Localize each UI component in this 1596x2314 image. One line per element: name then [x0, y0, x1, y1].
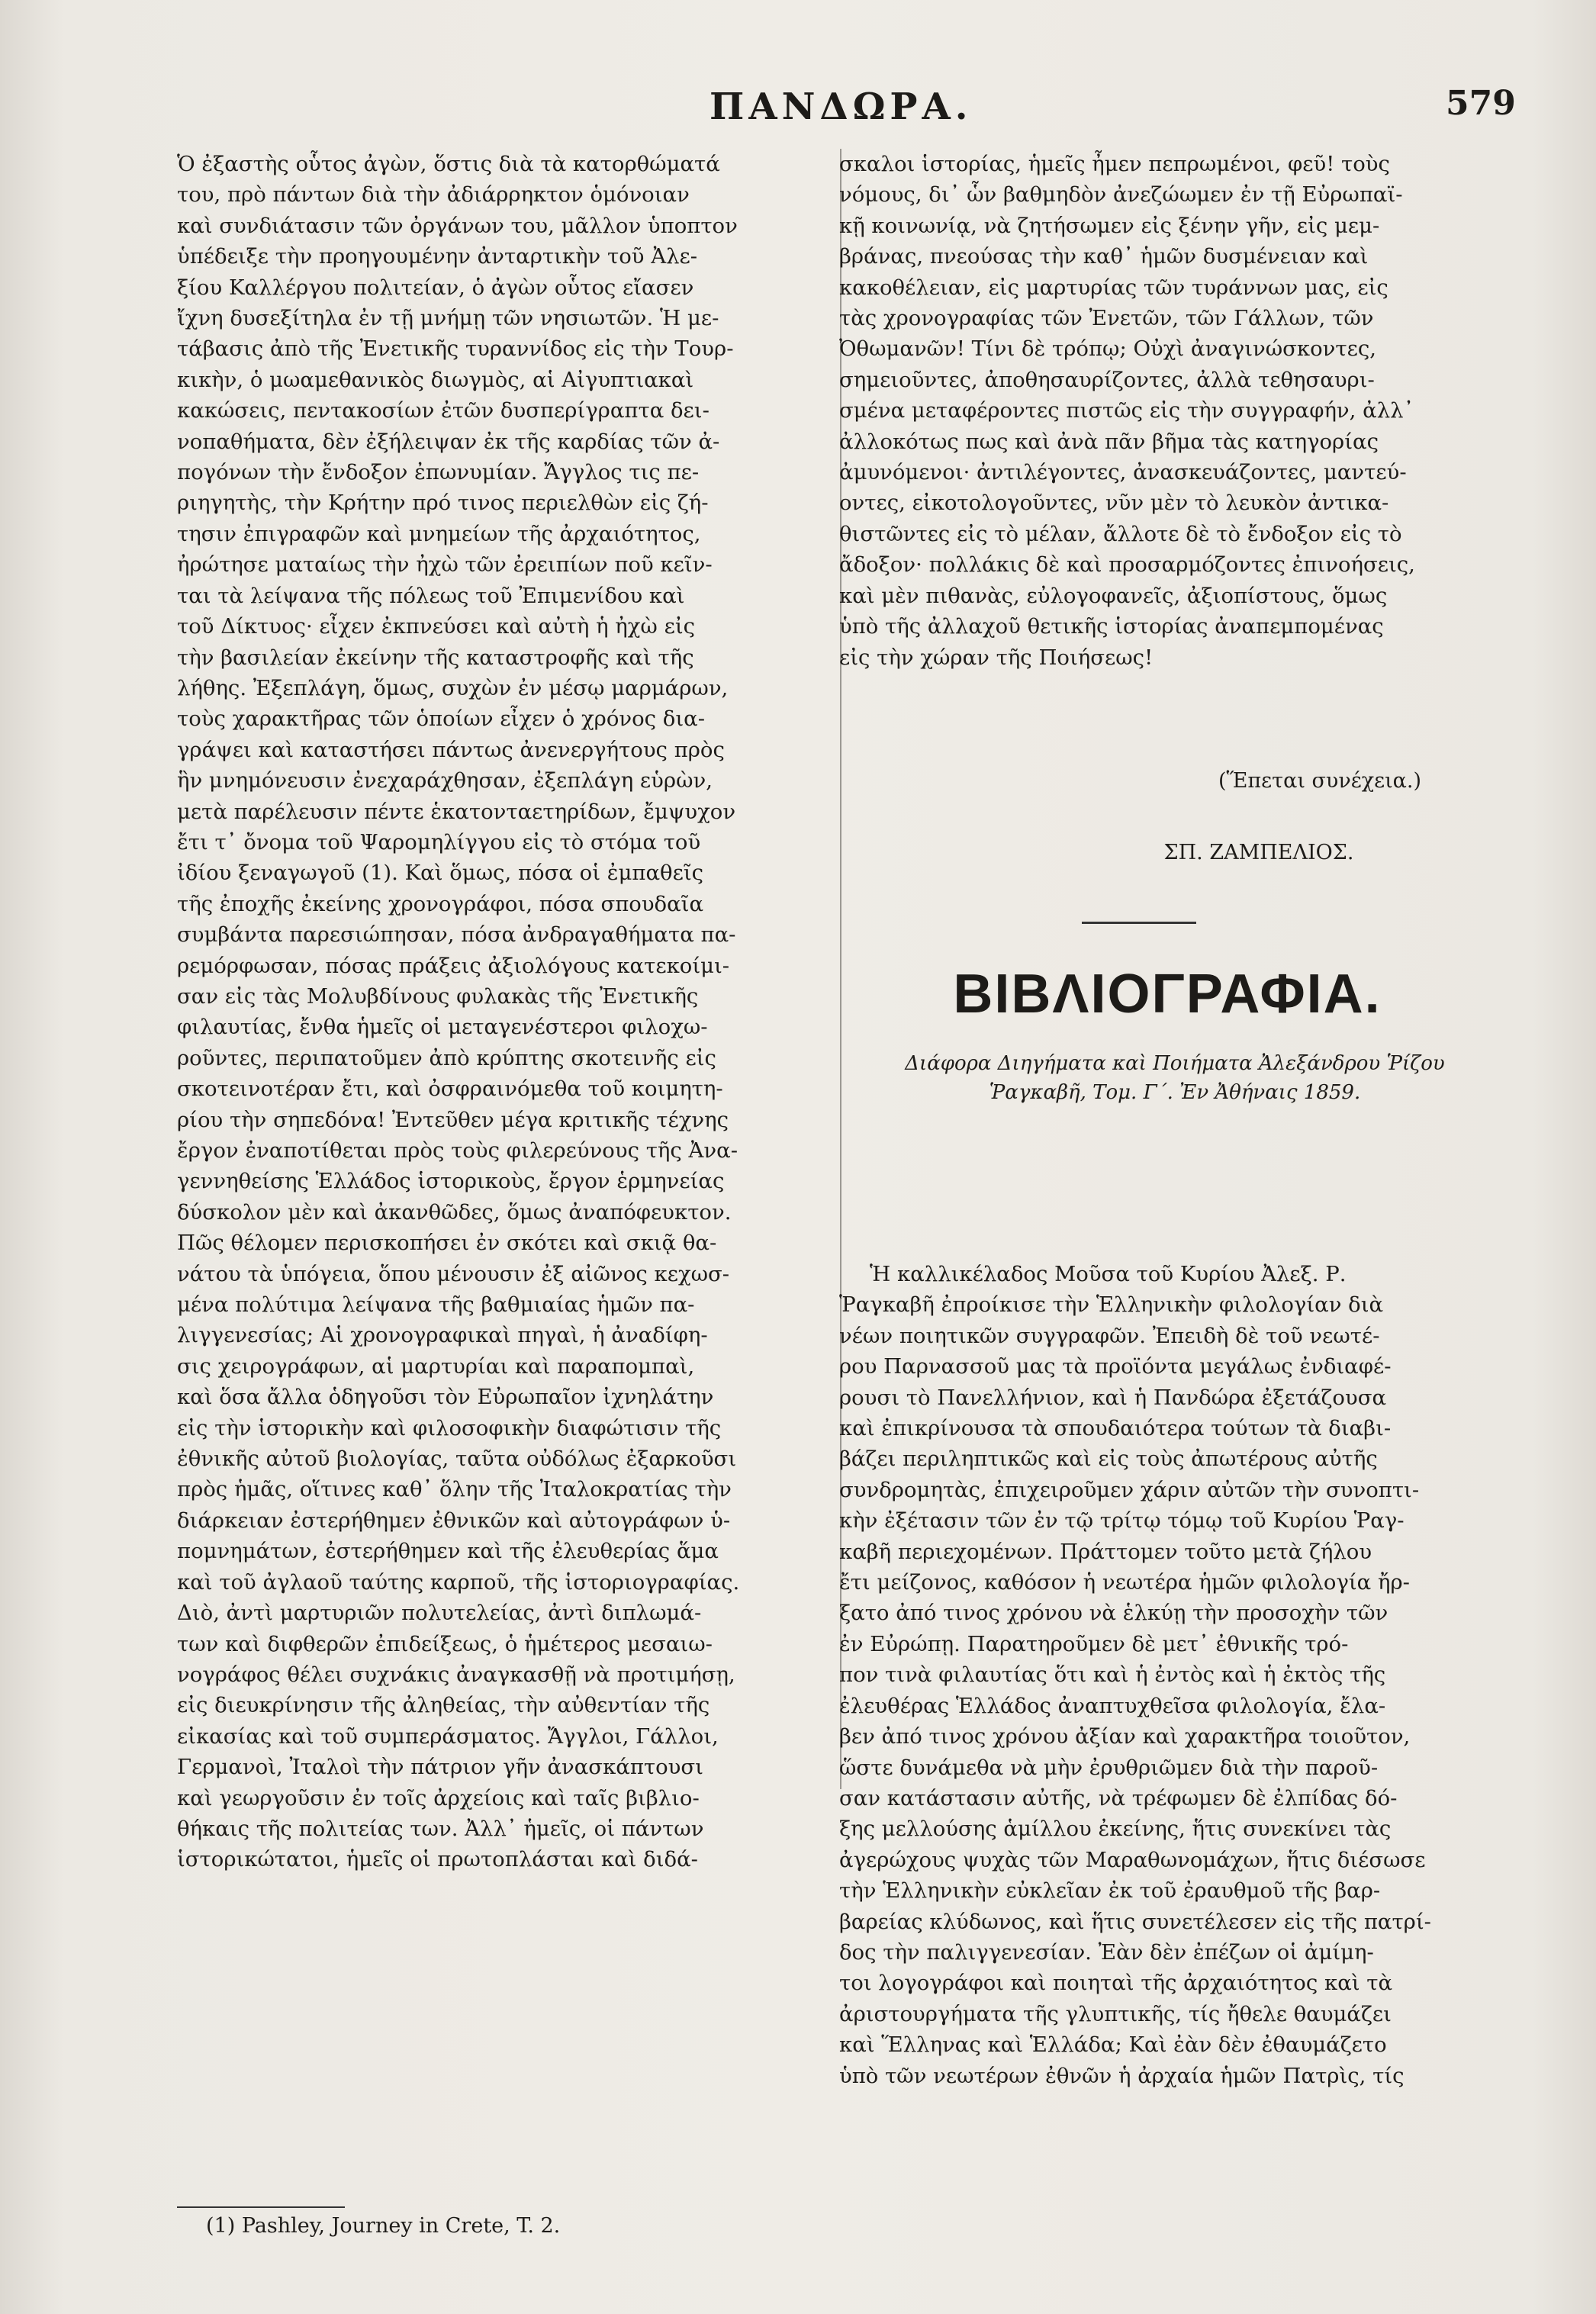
text-line: τοὺς χαρακτῆρας τῶν ὁποίων εἶχεν ὁ χρόνος δια-	[177, 706, 706, 732]
text-line: ριηγητὴς, τὴν Κρήτην πρό τινος περιελθὼν εἰς ζή-	[177, 491, 709, 516]
text-line: συμβάντα παρεσιώπησαν, πόσα ἀνδραγαθήματα πα-	[177, 922, 736, 948]
text-line: ἱστορικώτατοι, ἡμεῖς οἱ πρωτοπλάσται καὶ διδά-	[177, 1847, 698, 1872]
text-line: Ὀθωμανῶν! Τίνι δὲ τρόπῳ; Οὐχὶ ἀναγινώσκοντες,	[839, 336, 1376, 362]
text-line: συνδρομητὰς, ἐπιχειροῦμεν χάριν αὐτῶν τὴν συνοπτι-	[839, 1477, 1420, 1502]
page-number: 579	[1446, 84, 1516, 123]
text-line: δος τὴν παλιγγενεσίαν. Ἐὰν δὲν ἐπέζων οἱ ἀμίμη-	[839, 1939, 1374, 1965]
text-line: Ὁ ἐξαστὴς οὗτος ἀγὼν, ὅστις διὰ τὰ κατορθώματά	[177, 152, 720, 176]
text-line: οντες, εἰκοτολογοῦντες, νῦν μὲν τὸ λευκὸν ἀντικα-	[839, 491, 1389, 516]
text-line: Ῥαγκαβῆ ἐπροίκισε τὴν Ἑλληνικὴν φιλολογίαν διὰ	[839, 1292, 1384, 1318]
text-line: Διὸ, ἀντὶ μαρτυριῶν πολυτελείας, ἀντὶ διπλωμά-	[177, 1601, 702, 1626]
text-line: καὶ συνδιάτασιν τῶν ὀργάνων του, μᾶλλον ὑποπτον	[177, 213, 738, 238]
text-line: εἰς διευκρίνησιν τῆς ἀληθείας, τὴν αὐθεντίαν τῆς	[177, 1693, 710, 1718]
text-line: κῇ κοινωνίᾳ, νὰ ζητήσωμεν εἰς ξένην γῆν, εἰς μεμ-	[839, 213, 1380, 238]
text-line: σημειοῦντες, ἀποθησαυρίζοντες, ἀλλὰ τεθησαυρι-	[839, 367, 1375, 392]
text-line: δύσκολον μὲν καὶ ἀκανθῶδες, ὅμως ἀναπόφευκτον.	[177, 1199, 732, 1225]
text-line: φιλαυτίας, ἔνθα ἡμεῖς οἱ μεταγενέστεροι φιλοχω-	[177, 1015, 708, 1040]
text-line: μετὰ παρέλευσιν πέντε ἑκατονταετηρίδων, ἔμψυχον	[177, 799, 736, 824]
text-line: τὴν Ἑλληνικὴν εὐκλεῖαν ἐκ τοῦ ἐραυθμοῦ τῆς βαρ-	[839, 1878, 1381, 1904]
text-line: σκοτεινοτέραν ἔτι, καὶ ὀσφραινόμεθα τοῦ κοιμητη-	[177, 1077, 723, 1102]
book-title	[862, 1049, 1488, 1107]
text-line: ἰδίου ξεναγωγοῦ (1). Καὶ ὅμως, πόσα οἱ ἐμπαθεῖς	[177, 861, 703, 886]
text-line: Ἡ καλλικέλαδος Μοῦσα τοῦ Κυρίου Ἀλεξ. Ρ.	[870, 1262, 1347, 1286]
text-line: εἰς τὴν ἱστορικὴν καὶ φιλοσοφικὴν διαφώτισιν τῆς	[177, 1415, 722, 1440]
text-line: καὶ ἐπικρίνουσα τὰ σπουδαιότερα τούτων τὰ διαβι-	[839, 1416, 1392, 1441]
text-line: ἐλευθέρας Ἑλλάδος ἀναπτυχθεῖσα φιλολογία, ἔλα-	[839, 1693, 1386, 1718]
text-line: ἐθνικῆς αὐτοῦ βιολογίας, ταῦτα οὐδόλως ἐξαρκοῦσι	[177, 1447, 737, 1472]
text-line: λιγγενεσίας; Αἱ χρονογραφικαὶ πηγαὶ, ἡ ἀναδίφη-	[177, 1323, 708, 1348]
text-line: γεννηθείσης Ἑλλάδος ἱστορικοὺς, ἔργον ἑρμηνείας	[177, 1169, 725, 1194]
text-line: ρουσι τὸ Πανελλήνιον, καὶ ἡ Πανδώρα ἐξετάζουσα	[839, 1385, 1387, 1410]
text-line: πογόνων τὴν ἔνδοξον ἐπωνυμίαν. Ἄγγλος τις πε-	[177, 460, 700, 485]
book-title-line: Διάφορα Διηγήματα καὶ Ποιήματα Ἀλεξάνδρου Ῥίζου	[905, 1052, 1445, 1075]
continued-note: (Ἕπεται συνέχεια.)	[1218, 769, 1422, 793]
text-line: πον τινὰ φιλαυτίας ὅτι καὶ ἡ ἐντὸς καὶ ἡ ἐκτὸς τῆς	[839, 1662, 1386, 1688]
text-line: κακοθέλειαν, εἰς μαρτυρίας τῶν τυράννων μας, εἰς	[839, 275, 1388, 300]
text-line: ἴχνη δυσεξίτηλα ἐν τῇ μνήμῃ τῶν νησιωτῶν. Ἡ με-	[177, 306, 719, 331]
text-line: κακώσεις, πεντακοσίων ἐτῶν δυσπερίγραπτα δει-	[177, 398, 710, 423]
text-line: Γερμανοὶ, Ἰταλοὶ τὴν πάτριον γῆν ἀνασκάπτουσι	[177, 1755, 703, 1780]
footnote-rule	[177, 2206, 345, 2208]
text-line: καὶ μὲν πιθανὰς, εὐλογοφανεῖς, ἀξιοπίστους, ὅμως	[839, 583, 1388, 608]
text-line: κὴν ἐξέτασιν τῶν ἐν τῷ τρίτῳ τόμῳ τοῦ Κυρίου Ῥαγ-	[839, 1508, 1405, 1534]
text-line: γράψει καὶ καταστήσει πάντως ἀνενεργήτους πρὸς	[177, 737, 725, 762]
running-header-title: ΠΑΝΔΩΡΑ.	[710, 85, 973, 128]
text-line: θήκαις τῆς πολιτείας των. Ἀλλ᾽ ἡμεῖς, οἱ πάντων	[177, 1816, 704, 1841]
text-line: καβῆ περιεχομένων. Πράττομεν τοῦτο μετὰ ζήλου	[839, 1539, 1372, 1564]
text-line: νοπαθήματα, δὲν ἐξήλειψαν ἐκ τῆς καρδίας τῶν ἀ-	[177, 429, 720, 454]
text-line: νόμους, δι᾽ ὧν βαθμηδὸν ἀνεζώωμεν ἐν τῇ Εὐρωπαϊ-	[839, 182, 1403, 208]
review-body	[839, 1259, 1495, 2091]
text-line: ρίου τὴν σηπεδόνα! Ἐντεῦθεν μέγα κριτικῆς τέχνης	[177, 1107, 729, 1132]
text-line: σαν κατάστασιν αὐτῆς, νὰ τρέφωμεν δὲ ἐλπίδας δό-	[839, 1785, 1398, 1810]
text-line: ται τὰ λείψανα τῆς πόλεως τοῦ Ἐπιμενίδου καὶ	[177, 583, 685, 608]
text-line: τοῦ Δίκτυος· εἶχεν ἐκπνεύσει καὶ αὐτὴ ἡ ἠχὼ εἰς	[177, 614, 696, 639]
text-line: ἀλλοκότως πως καὶ ἀνὰ πᾶν βῆμα τὰς κατηγορίας	[839, 429, 1379, 454]
text-line: ἀγερώχους ψυχὰς τῶν Μαραθωνομάχων, ἥτις διέσωσε	[839, 1847, 1426, 1872]
text-line: πομνημάτων, ἐστερήθημεν καὶ τῆς ἐλευθερίας ἅμα	[177, 1539, 719, 1564]
footnote: (1) Pashley, Journey in Crete, T. 2.	[206, 2214, 561, 2238]
text-line: σμένα μεταφέροντες πιστῶς εἰς τὴν συγγραφήν, ἀλλ᾽	[839, 398, 1414, 423]
text-line: ἀριστουργήματα τῆς γλυπτικῆς, τίς ἤθελε θαυμάζει	[839, 2001, 1392, 2026]
text-line: βαρείας κλύδωνος, καὶ ἥτις συνετέλεσεν εἰς τῆς πατρί-	[839, 1909, 1431, 1934]
section-heading: ΒΙΒΛΙΟΓΡΑΦΙΑ.	[953, 964, 1382, 1025]
text-line: ὥστε δυνάμεθα νὰ μὴν ἐρυθριῶμεν διὰ τὴν παροῦ-	[839, 1755, 1379, 1780]
text-line: διάρκειαν ἐστερήθημεν ἐθνικῶν καὶ αὐτογράφων ὑ-	[177, 1508, 731, 1533]
text-line: τάβασις ἀπὸ τῆς Ἐνετικῆς τυραννίδος εἰς τὴν Τουρ-	[177, 336, 734, 362]
section-rule	[1082, 922, 1196, 924]
text-line: καὶ γεωργοῦσιν ἐν τοῖς ἀρχείοις καὶ ταῖς βιβλιο-	[177, 1785, 700, 1810]
text-line: καὶ Ἕλληνας καὶ Ἑλλάδα; Καὶ ἐὰν δὲν ἐθαυμάζετο	[839, 2032, 1387, 2058]
left-column	[177, 149, 848, 1875]
text-line: ἔτι μείζονος, καθόσον ἡ νεωτέρα ἡμῶν φιλολογία ἤρ-	[839, 1570, 1410, 1595]
text-line: τοι λογογράφοι καὶ ποιηταὶ τῆς ἀρχαιότητος καὶ τὰ	[839, 1971, 1393, 1996]
text-line: σις χειρογράφων, αἱ μαρτυρίαι καὶ παραπομπαὶ,	[177, 1353, 695, 1379]
text-line: ἔργον ἐναποτίθεται πρὸς τοὺς φιλερεύνους τῆς Ἀνα-	[177, 1138, 738, 1163]
text-line: καὶ ὅσα ἄλλα ὁδηγοῦσι τὸν Εὐρωπαῖον ἰχνηλάτην	[177, 1385, 714, 1410]
author-signature: ΣΠ. ΖΑΜΠΕΛΙΟΣ.	[1163, 841, 1354, 864]
text-line: πρὸς ἡμᾶς, οἵτινες καθ᾽ ὅλην τῆς Ἰταλοκρατίας τὴν	[177, 1477, 732, 1502]
text-line: ἐν Εὐρώπῃ. Παρατηροῦμεν δὲ μετ᾽ ἐθνικῆς τρό-	[839, 1631, 1349, 1656]
text-line: τῆς ἐποχῆς ἐκείνης χρονογράφοι, πόσα σπουδαῖα	[177, 891, 704, 916]
book-title-line: Ῥαγκαβῆ, Τομ. Γ΄. Ἐν Ἀθήναις 1859.	[989, 1081, 1361, 1104]
text-line: ὑπὸ τῆς ἀλλαχοῦ θετικῆς ἱστορίας ἀναπεμπομένας	[839, 614, 1384, 639]
text-line: των καὶ διφθερῶν ἐπιδείξεως, ὁ ἡμέτερος μεσαιω-	[177, 1631, 713, 1656]
text-line: τὴν βασιλείαν ἐκείνην τῆς καταστροφῆς καὶ τῆς	[177, 645, 694, 670]
text-line: του, πρὸ πάντων διὰ τὴν ἀδιάρρηκτον ὁμόνοιαν	[177, 182, 690, 208]
right-column	[839, 149, 1495, 673]
text-line: βράνας, πνεούσας τὴν καθ᾽ ἡμῶν δυσμένειαν καὶ	[839, 244, 1369, 269]
text-line: τὰς χρονογραφίας τῶν Ἐνετῶν, τῶν Γάλλων, τῶν	[839, 306, 1374, 331]
text-line: μένα πολύτιμα λείψανα τῆς βαθμιαίας ἡμῶν πα-	[177, 1292, 695, 1318]
text-line: ξατο ἀπό τινος χρόνου νὰ ἑλκύῃ τὴν προσοχὴν τῶν	[839, 1601, 1388, 1626]
text-line: εἰκασίας καὶ τοῦ συμπεράσματος. Ἄγγλοι, Γάλλοι,	[177, 1723, 719, 1749]
text-line: σαν εἰς τὰς Μολυβδίνους φυλακὰς τῆς Ἐνετικῆς	[177, 983, 699, 1009]
text-line: νάτου τὰ ὑπόγεια, ὅπου μένουσιν ἐξ αἰῶνος κεχωσ-	[177, 1261, 730, 1286]
text-line: ὑπὸ τῶν νεωτέρων ἐθνῶν ἡ ἀρχαία ἡμῶν Πατρὶς, τίς	[839, 2063, 1405, 2088]
text-line: ξης μελλούσης ἁμίλλου ἐκείνης, ἥτις συνεκίνει τὰς	[839, 1817, 1392, 1842]
text-line: θιστῶντες εἰς τὸ μέλαν, ἄλλοτε δὲ τὸ ἔνδοξον εἰς τὸ	[839, 521, 1402, 546]
text-line: τησιν ἐπιγραφῶν καὶ μνημείων τῆς ἀρχαιότητος,	[177, 521, 701, 546]
text-line: εἰς τὴν χώραν τῆς Ποιήσεως!	[839, 645, 1154, 670]
text-line: νογράφος θέλει συχνάκις ἀναγκασθῇ νὰ προτιμήσῃ,	[177, 1662, 735, 1687]
text-line: Πῶς θέλομεν περισκοπήσει ἐν σκότει καὶ σκιᾷ θα-	[177, 1231, 717, 1256]
text-line: καὶ τοῦ ἀγλαοῦ ταύτης καρποῦ, τῆς ἱστοριογραφίας.	[177, 1569, 740, 1595]
text-line: σκαλοι ἱστορίας, ἡμεῖς ἦμεν πεπρωμένοι, φεῦ! τοὺς	[839, 152, 1390, 176]
text-line: ἣν μνημόνευσιν ἐνεχαράχθησαν, ἐξεπλάγη εὑρὼν,	[177, 768, 713, 793]
text-line: ξίου Καλλέργου πολιτείαν, ὁ ἀγὼν οὗτος εἴασεν	[177, 275, 694, 300]
text-line: ἀμυνόμενοι· ἀντιλέγοντες, ἀνασκευάζοντες, μαντεύ-	[839, 460, 1407, 485]
text-line: βάζει περιληπτικῶς καὶ εἰς τοὺς ἀπωτέρους αὐτῆς	[839, 1447, 1378, 1472]
text-line: κικὴν, ὁ μωαμεθανικὸς διωγμὸς, αἱ Αἰγυπτιακαὶ	[177, 367, 694, 392]
text-line: ρου Παρνασσοῦ μας τὰ προϊόντα μεγάλως ἐνδιαφέ-	[839, 1354, 1392, 1379]
text-line: ρεμόρφωσαν, πόσας πράξεις ἀξιολόγους κατεκοίμι-	[177, 953, 730, 978]
text-line: ροῦντες, περιπατοῦμεν ἀπὸ κρύπτης σκοτεινῆς εἰς	[177, 1045, 716, 1070]
text-line: ὑπέδειξε τὴν προηγουμένην ἀνταρτικὴν τοῦ Ἀλε-	[177, 244, 698, 269]
text-line: βεν ἀπό τινος χρόνου ἀξίαν καὶ χαρακτῆρα τοιοῦτον,	[839, 1724, 1411, 1749]
text-line: ἔτι τ᾽ ὄνομα τοῦ Ψαρομηλίγγου εἰς τὸ στόμα τοῦ	[177, 829, 701, 854]
text-line: ἄδοξον· πολλάκις δὲ καὶ προσαρμόζοντες ἐπινοήσεις,	[839, 552, 1415, 578]
text-line: λήθης. Ἐξεπλάγη, ὅμως, συχὼν ἐν μέσῳ μαρμάρων,	[177, 675, 729, 700]
text-line: νέων ποιητικῶν συγγραφῶν. Ἐπειδὴ δὲ τοῦ νεωτέ-	[839, 1323, 1380, 1348]
text-line: ἠρώτησε ματαίως τὴν ἠχὼ τῶν ἐρειπίων ποῦ κεῖν-	[177, 552, 713, 578]
